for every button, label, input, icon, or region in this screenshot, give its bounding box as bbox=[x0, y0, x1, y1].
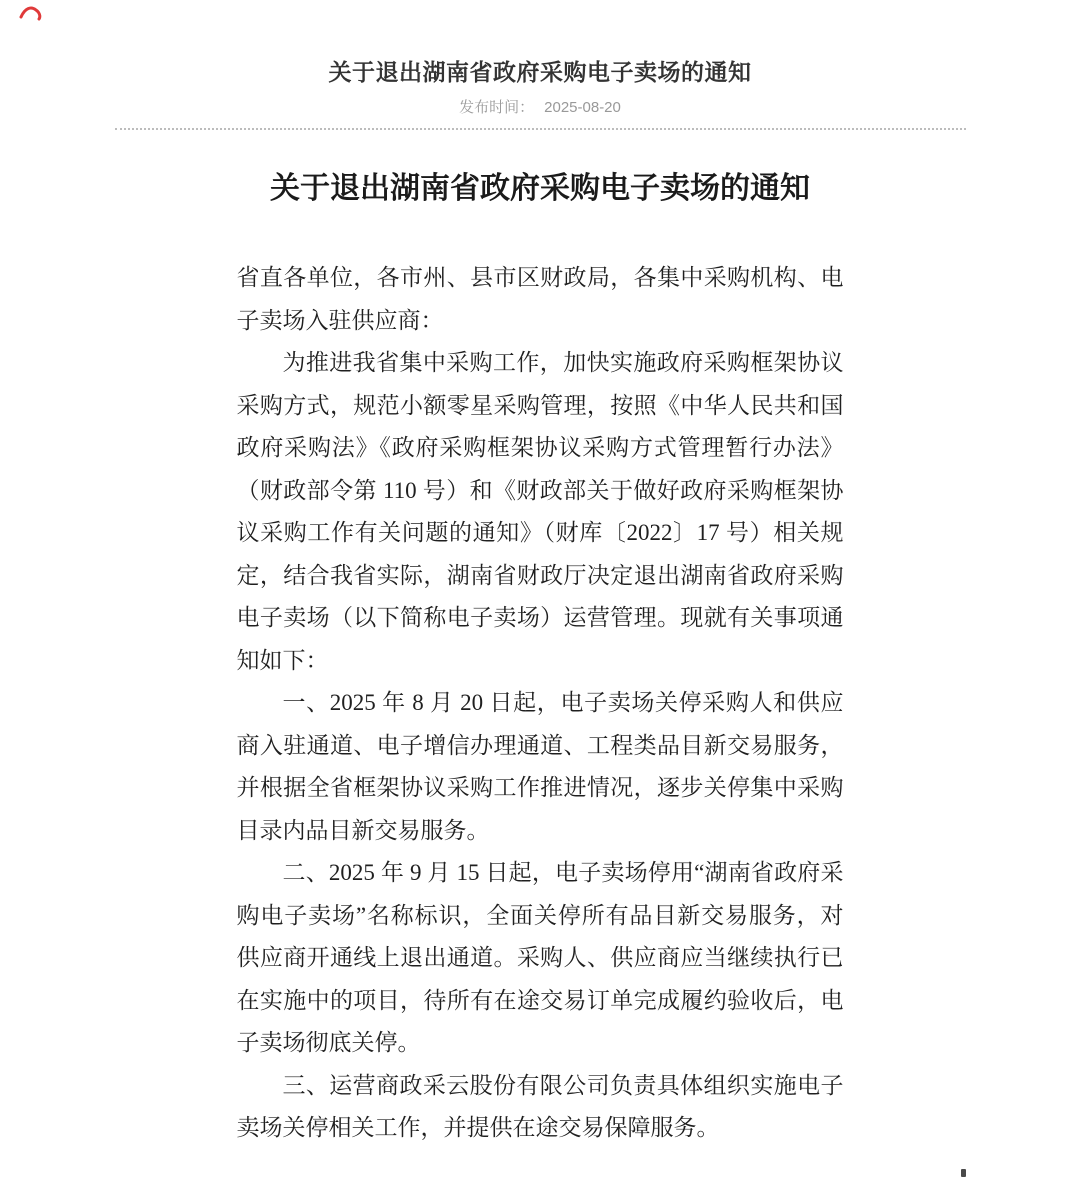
page-title: 关于退出湖南省政府采购电子卖场的通知 bbox=[328, 59, 752, 85]
article-header bbox=[0, 0, 1080, 130]
document-title: 关于退出湖南省政府采购电子卖场的通知 bbox=[270, 172, 810, 205]
publish-time-label: 发布时间： bbox=[459, 99, 535, 116]
publish-date: 2025-08-20 bbox=[544, 99, 621, 116]
red-scribble-icon bbox=[19, 4, 45, 22]
salutation-paragraph: 省直各单位，各市州、县市区财政局，各集中采购机构、电子卖场入驻供应商： bbox=[236, 265, 844, 333]
item-3-paragraph: 三、运营商政采云股份有限公司负责具体组织实施电子卖场关停相关工作，并提供在途交易保障服务。 bbox=[236, 1072, 844, 1140]
publish-meta bbox=[0, 100, 1080, 116]
scan-artifact-mark bbox=[961, 1169, 966, 1177]
item-2-paragraph: 二、2025 年 9 月 15 日起，电子卖场停用“湖南省政府采购电子卖场”名称标识，全面关停所有品目新交易服务，对供应商开通线上退出通道。采购人、供应商应当继续执行已在实施中的项目，待所有在途交易订单完成履约验收后，电子卖场彻底关停。 bbox=[236, 860, 844, 1055]
dotted-divider bbox=[115, 128, 966, 130]
item-1-paragraph: 一、2025 年 8 月 20 日起，电子卖场关停采购人和供应商入驻通道、电子增信办理通道、工程类品目新交易服务，并根据全省框架协议采购工作推进情况，逐步关停集中采购目录内品目新交易服务。 bbox=[236, 690, 844, 843]
intro-paragraph: 为推进我省集中采购工作，加快实施政府采购框架协议采购方式，规范小额零星采购管理，按照《中华人民共和国政府采购法》《政府采购框架协议采购方式管理暂行办法》（财政部令第 110 号）和《财政部关于做好政府采购框架协议采购工作有关问题的通知》（财库〔2022〕17 号）相关规定，结合我省实际，湖南省财政厅决定退出湖南省政府采购电子卖场（以下简称电子卖场）运营管理。现就有关事项通知如下： bbox=[236, 350, 844, 673]
document-body bbox=[237, 257, 844, 1150]
